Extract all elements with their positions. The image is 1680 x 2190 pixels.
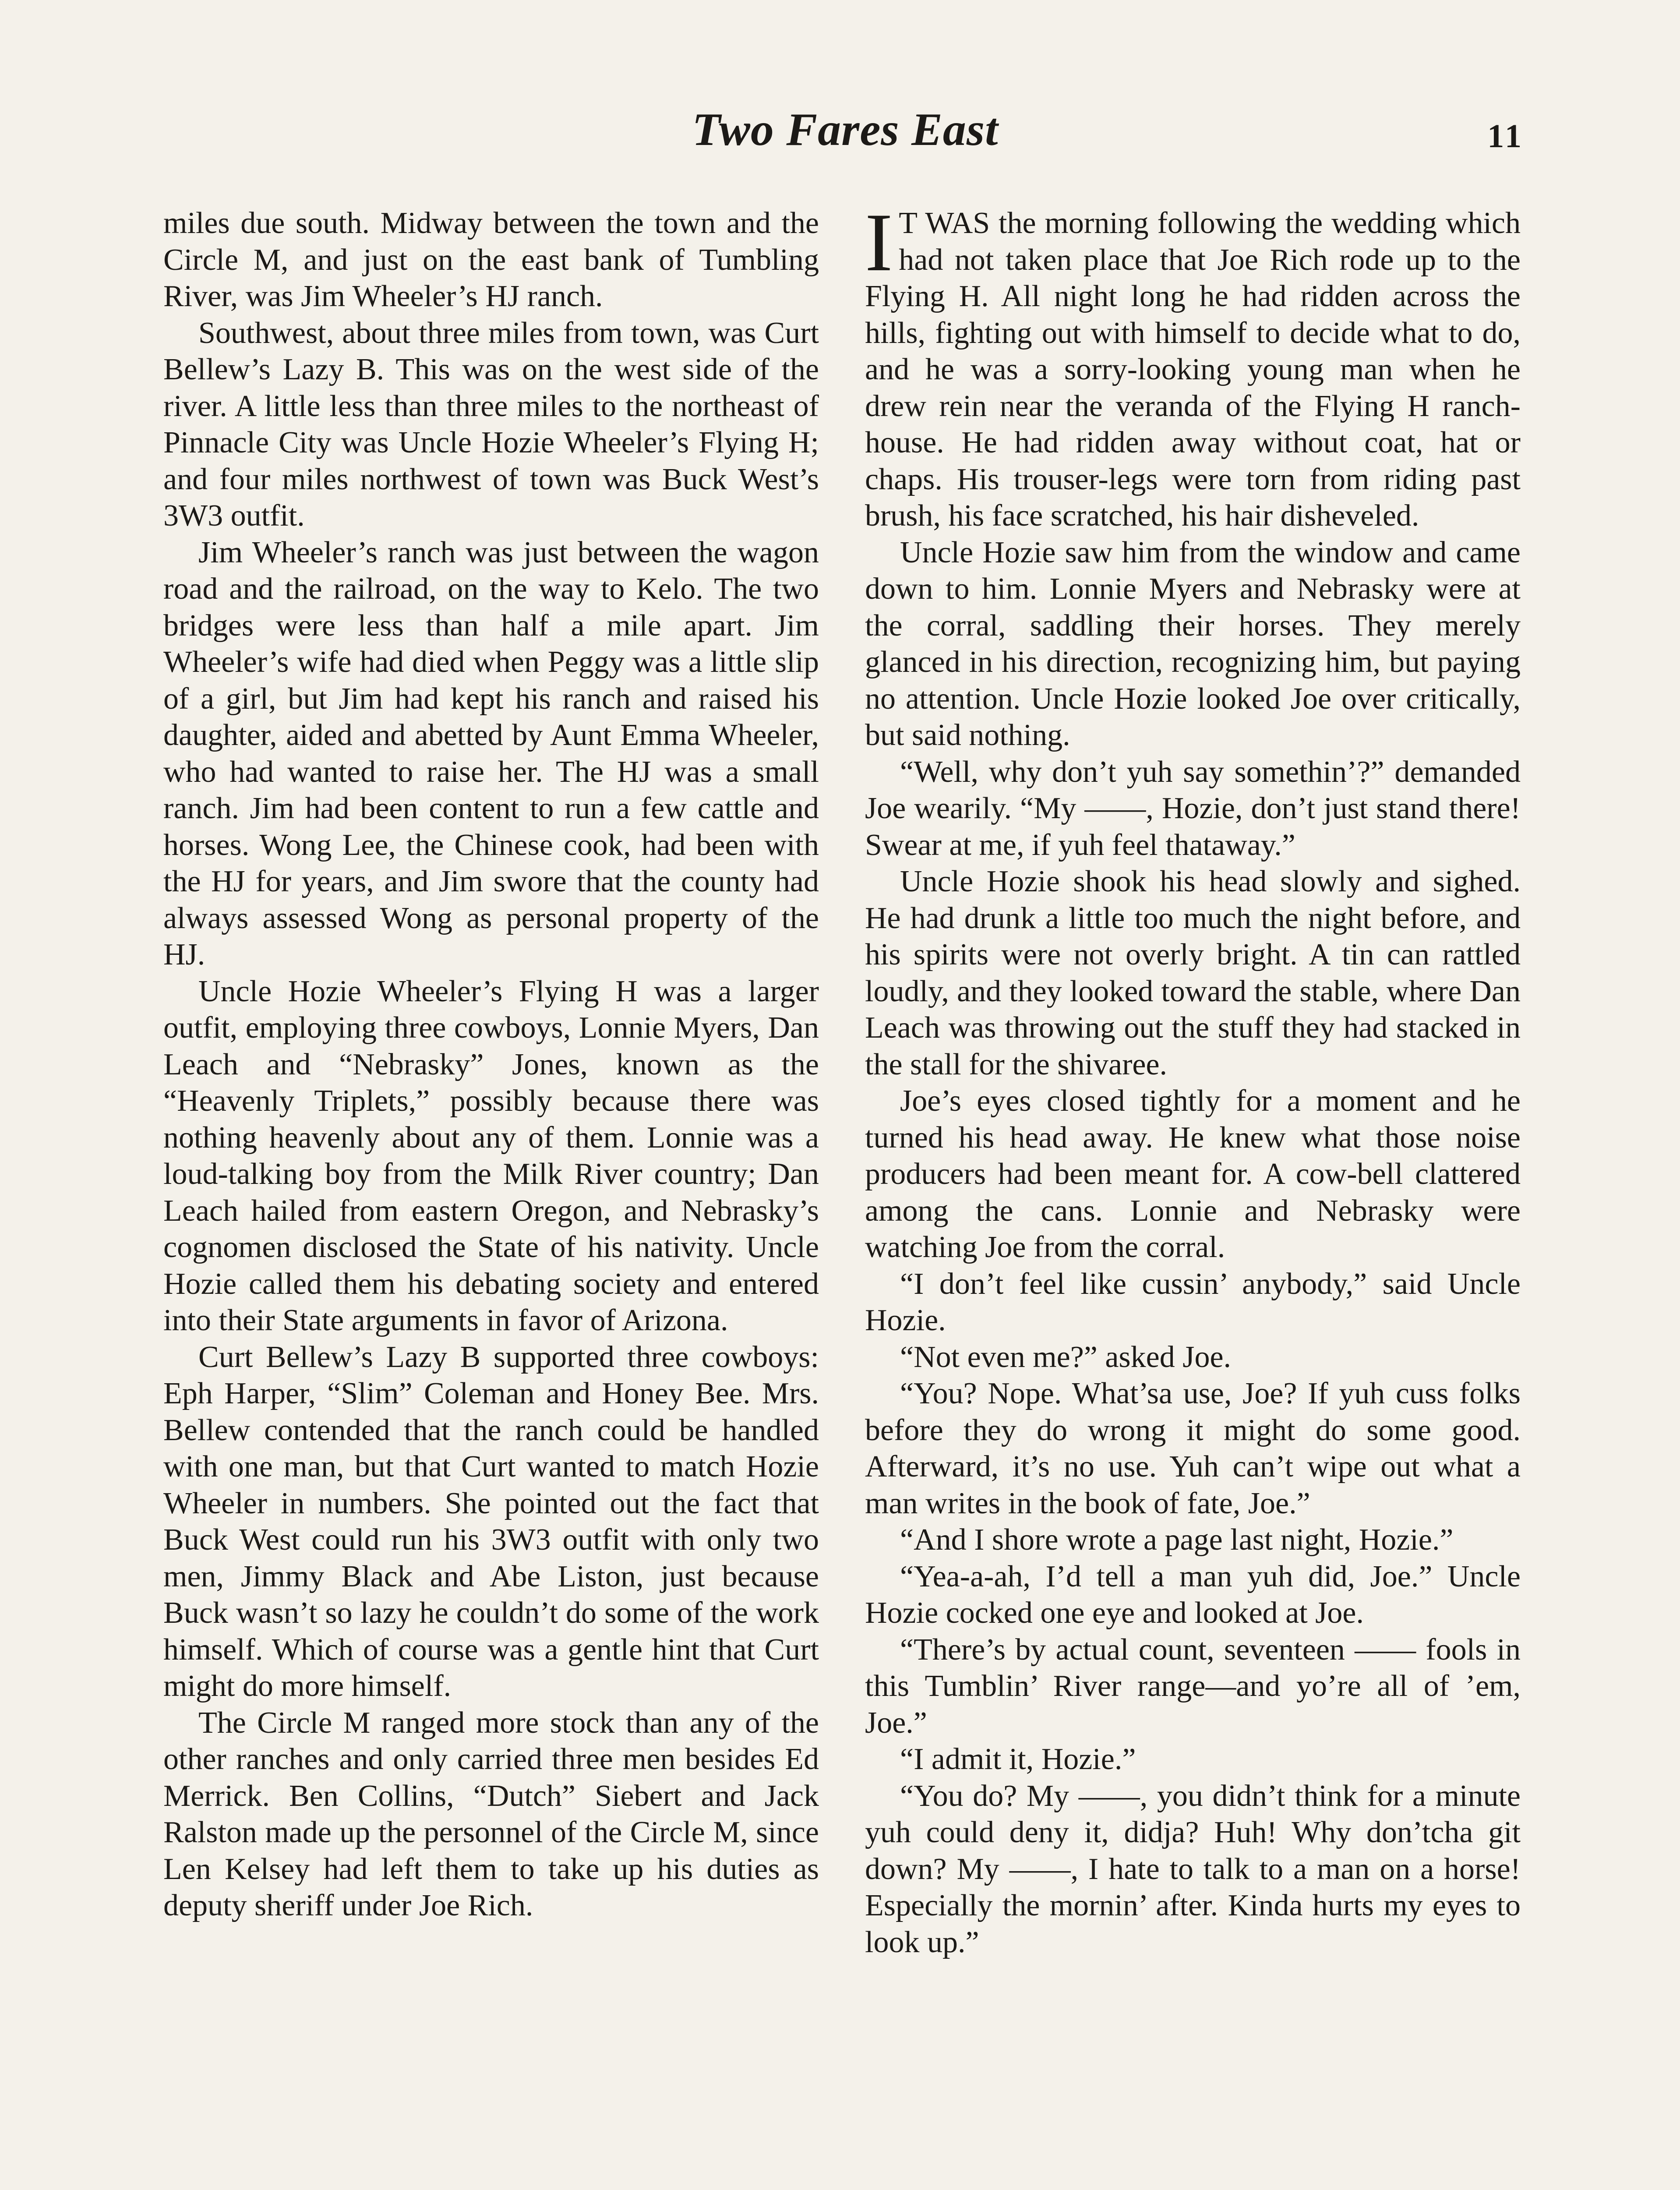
paragraph: miles due south. Midway between the town and the Circle M, and just on the east bank of Tumbling River, was Jim Wheeler’s HJ ranch. bbox=[163, 206, 819, 313]
paragraph: The Circle M ranged more stock than any of the other ranches and only carried three men besides Ed Merrick. Ben Collins, “Dutch” Siebert and Jack Ralston made up the personnel of the Circle M, since Len Kelsey had left them to take up his duties as deputy sheriff under Joe Rich. bbox=[163, 1706, 819, 1922]
paragraph: Curt Bellew’s Lazy B supported three cowboys: Eph Harper, “Slim” Coleman and Honey Bee. Mrs. Bellew contended that the ranch could be handled with one man, but that Curt wanted to match Hozie Wheeler in numbers. She pointed out the fact that Buck West could run his 3W3 outfit with only two men, Jimmy Black and Abe Liston, just because Buck wasn’t so lazy he couldn’t do some of the work himself. Which of course was a gentle hint that Curt might do more himself. bbox=[163, 1340, 819, 1703]
running-title: Two Fares East bbox=[692, 104, 999, 155]
paragraph: “Well, why don’t yuh say somethin’?” demanded Joe wearily. “My ——, Hozie, don’t just stand there! Swear at me, if yuh feel thataway.” bbox=[865, 755, 1521, 862]
paragraph: Uncle Hozie shook his head slowly and sighed. He had drunk a little too much the night before, and his spirits were not overly bright. A tin can rattled loudly, and they looked toward the stable, where Dan Leach was throwing out the stuff they had stacked in the stall for the shivaree. bbox=[865, 865, 1521, 1081]
paragraph: Uncle Hozie saw him from the window and came down to him. Lonnie Myers and Nebrasky were at the corral, saddling their horses. They merely glanced in his direction, recognizing him, but paying no attention. Uncle Hozie looked Joe over critically, but said nothing. bbox=[865, 535, 1521, 752]
paragraph: “I admit it, Hozie.” bbox=[900, 1742, 1136, 1776]
paragraph: “There’s by actual count, seventeen —— fools in this Tumblin’ River range—and yo’re all of ’em, Joe.” bbox=[865, 1632, 1521, 1740]
paragraph: “Not even me?” asked Joe. bbox=[900, 1340, 1232, 1374]
page-number: 11 bbox=[1487, 118, 1524, 155]
paragraph: “And I shore wrote a page last night, Hozie.” bbox=[900, 1523, 1454, 1557]
chapter-opening-paragraph bbox=[865, 197, 1521, 534]
paragraph: Joe’s eyes closed tightly for a moment and he turned his head away. He knew what those noise producers had been meant for. A cow-bell clattered among the cans. Lonnie and Nebrasky were watching Joe from the corral. bbox=[865, 1084, 1521, 1264]
paragraph: Jim Wheeler’s ranch was just between the wagon road and the railroad, on the way to Kelo. The two bridges were less than half a mile apart. Jim Wheeler’s wife had died when Peggy was a little slip of a girl, but Jim had kept his ranch and raised his daughter, aided and abetted by Aunt Emma Wheeler, who had wanted to raise her. The HJ was a small ranch. Jim had been content to run a few cattle and horses. Wong Lee, the Chinese cook, had been with the HJ for years, and Jim swore that the county had always assessed Wong as personal property of the HJ. bbox=[163, 535, 819, 971]
paragraph: “You do? My ——, you didn’t think for a minute yuh could deny it, didja? Huh! Why don’tcha git down? My ——, I hate to talk to a man on a horse! Especially the mornin’ after. Kinda hurts my eyes to look up.” bbox=[865, 1779, 1521, 1959]
right-column bbox=[865, 197, 1521, 1960]
paragraph: “I don’t feel like cussin’ anybody,” said Uncle Hozie. bbox=[865, 1267, 1521, 1337]
paragraph: Uncle Hozie Wheeler’s Flying H was a larger outfit, employing three cowboys, Lonnie Myers, Dan Leach and “Nebrasky” Jones, known as the “Heavenly Triplets,” possibly because there was nothing heavenly about any of them. Lonnie was a loud-talking boy from the Milk River country; Dan Leach hailed from eastern Oregon, and Nebrasky’s cognomen disclosed the State of his nativity. Uncle Hozie called them his debating society and entered into their State arguments in favor of Arizona. bbox=[163, 974, 819, 1337]
paragraph: “Yea-a-ah, I’d tell a man yuh did, Joe.” Uncle Hozie cocked one eye and looked at Joe. bbox=[865, 1559, 1521, 1630]
left-column bbox=[163, 205, 819, 1924]
drop-cap: I bbox=[865, 197, 893, 289]
paragraph: Southwest, about three miles from town, was Curt Bellew’s Lazy B. This was on the west side of the river. A little less than three miles to the northeast of Pinnacle City was Uncle Hozie Wheeler’s Flying H; and four miles northwest of town was Buck West’s 3W3 outfit. bbox=[163, 316, 819, 533]
paragraph: “You? Nope. What’sa use, Joe? If yuh cuss folks before they do wrong it might do some good. Afterward, it’s no use. Yuh can’t wipe out what a man writes in the book of fate, Joe.” bbox=[865, 1377, 1521, 1520]
opening-text: T WAS the morning following the wedding which had not taken place that Joe Rich rode up to the Flying H. All night long he had ridden across the hills, fighting out with himself to decide what to do, and he was a sorry-looking young man when he drew rein near the veranda of the Flying H ranch-house. He had ridden away without coat, hat or chaps. His trouser-legs were torn from riding past brush, his face scratched, his hair disheveled. bbox=[865, 206, 1521, 533]
